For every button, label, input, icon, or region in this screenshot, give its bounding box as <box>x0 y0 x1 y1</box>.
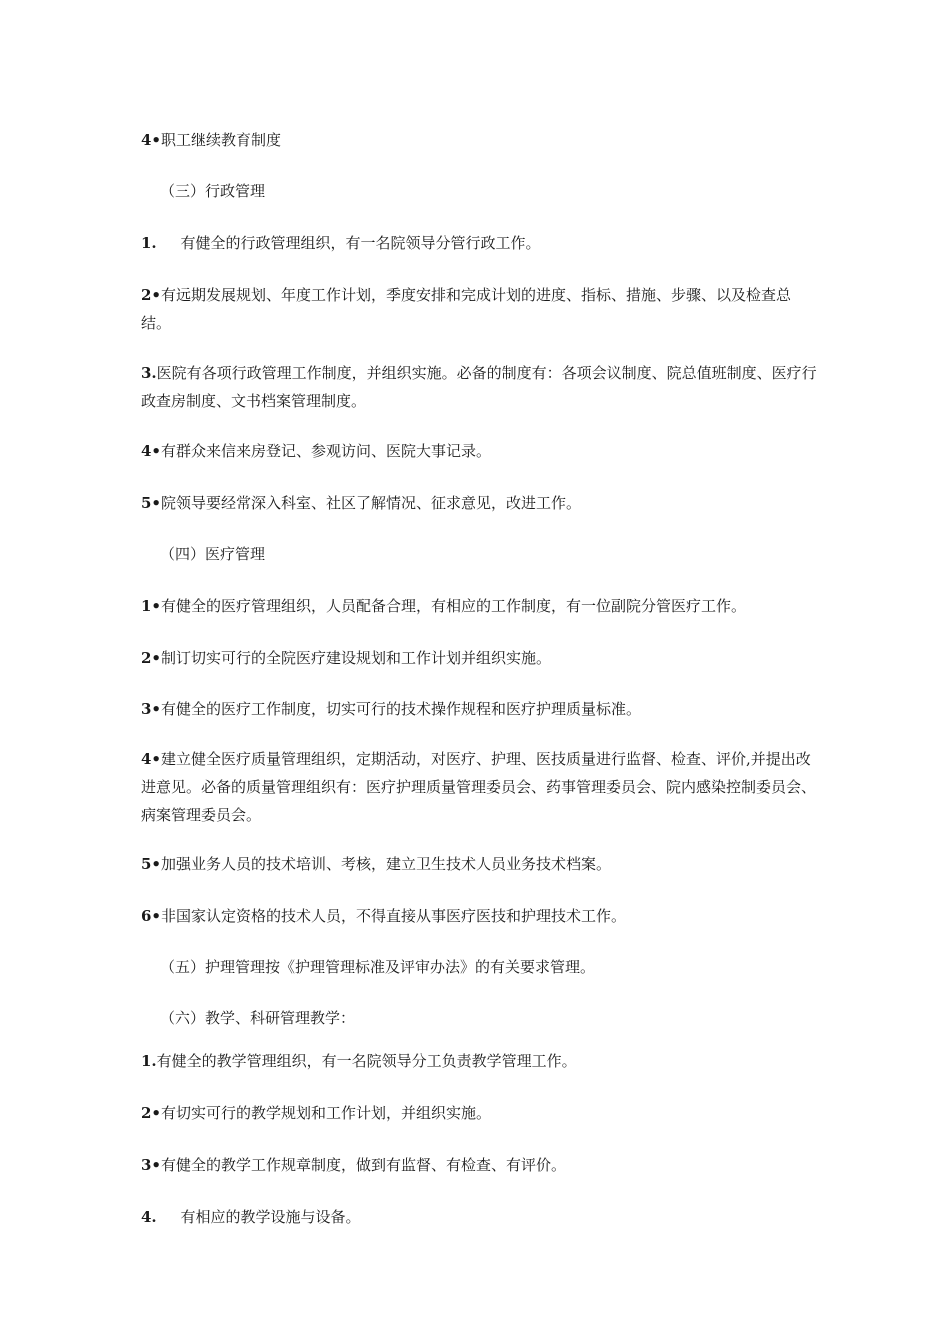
paragraph <box>141 745 821 829</box>
paragraph <box>141 592 821 620</box>
paragraph-text: 有群众来信来房登记、参观访问、医院大事记录。 <box>161 442 492 460</box>
paragraph-text: 有切实可行的教学规划和工作计划，并组织实施。 <box>161 1104 492 1122</box>
paragraph <box>141 1047 821 1075</box>
paragraph <box>141 850 821 878</box>
item-number: 2• <box>141 649 162 667</box>
item-number: 1• <box>141 597 162 615</box>
paragraph-text: 院领导要经常深入科室、社区了解情况、征求意见，改进工作。 <box>161 494 582 512</box>
item-number: 1. <box>141 234 157 252</box>
section-heading <box>160 1004 840 1032</box>
item-number: 3• <box>141 1156 162 1174</box>
item-number: 5• <box>141 494 162 512</box>
paragraph-text: 有健全的医疗工作制度，切实可行的技术操作规程和医疗护理质量标准。 <box>161 700 642 718</box>
paragraph-text: 制订切实可行的全院医疗建设规划和工作计划并组织实施。 <box>161 649 552 667</box>
paragraph-text: 有健全的教学管理组织，有一名院领导分工负责教学管理工作。 <box>156 1052 577 1070</box>
item-number: 3• <box>141 700 162 718</box>
item-number: 4• <box>141 442 162 460</box>
paragraph <box>141 644 821 672</box>
paragraph <box>141 126 821 154</box>
item-number: 2• <box>141 286 162 304</box>
paragraph-text: 非国家认定资格的技术人员，不得直接从事医疗医技和护理技术工作。 <box>161 907 627 925</box>
item-number: 4• <box>141 131 162 149</box>
paragraph <box>141 437 821 465</box>
paragraph-text: 有健全的医疗管理组织，人员配备合理，有相应的工作制度，有一位副院分管医疗工作。 <box>161 597 747 615</box>
paragraph <box>141 229 821 257</box>
paragraph <box>141 281 821 337</box>
item-number: 5• <box>141 855 162 873</box>
section-heading <box>160 540 840 568</box>
paragraph-text: （六）教学、科研管理教学： <box>160 1009 356 1027</box>
paragraph-text: 职工继续教育制度 <box>161 131 282 149</box>
paragraph-text: 有健全的教学工作规章制度，做到有监督、有检查、有评价。 <box>161 1156 567 1174</box>
paragraph-text: （四）医疗管理 <box>160 545 266 563</box>
paragraph-text: 加强业务人员的技术培训、考核，建立卫生技术人员业务技术档案。 <box>161 855 612 873</box>
paragraph <box>141 902 821 930</box>
paragraph <box>141 695 821 723</box>
paragraph <box>141 359 821 415</box>
paragraph <box>141 1203 821 1231</box>
item-number: 3. <box>141 364 157 382</box>
item-number: 4• <box>141 750 162 768</box>
paragraph-text: 有远期发展规划、年度工作计划，季度安排和完成计划的进度、指标、措施、步骤、以及检查总结。 <box>141 286 792 332</box>
item-number: 6• <box>141 907 162 925</box>
paragraph-text: 有健全的行政管理组织，有一名院领导分管行政工作。 <box>156 234 541 252</box>
paragraph <box>141 489 821 517</box>
paragraph <box>141 1151 821 1179</box>
section-heading <box>160 177 840 205</box>
paragraph <box>141 1099 821 1127</box>
item-number: 4. <box>141 1208 157 1226</box>
paragraph-text: 有相应的教学设施与设备。 <box>156 1208 361 1226</box>
section-heading <box>160 953 840 981</box>
item-number: 1. <box>141 1052 157 1070</box>
paragraph-text: （三）行政管理 <box>160 182 266 200</box>
paragraph-text: （五）护理管理按《护理管理标准及评审办法》的有关要求管理。 <box>160 958 596 976</box>
paragraph-text: 医院有各项行政管理工作制度，并组织实施。必备的制度有：各项会议制度、院总值班制度、医疗行政查房制度、文书档案管理制度。 <box>141 364 817 410</box>
item-number: 2• <box>141 1104 162 1122</box>
paragraph-text: 建立健全医疗质量管理组织，定期活动，对医疗、护理、医技质量进行监督、检查、评价,并提出改进意见。必备的质量管理组织有：医疗护理质量管理委员会、药事管理委员会、院内感染控制委员会、病案管理委员会。 <box>141 750 817 824</box>
